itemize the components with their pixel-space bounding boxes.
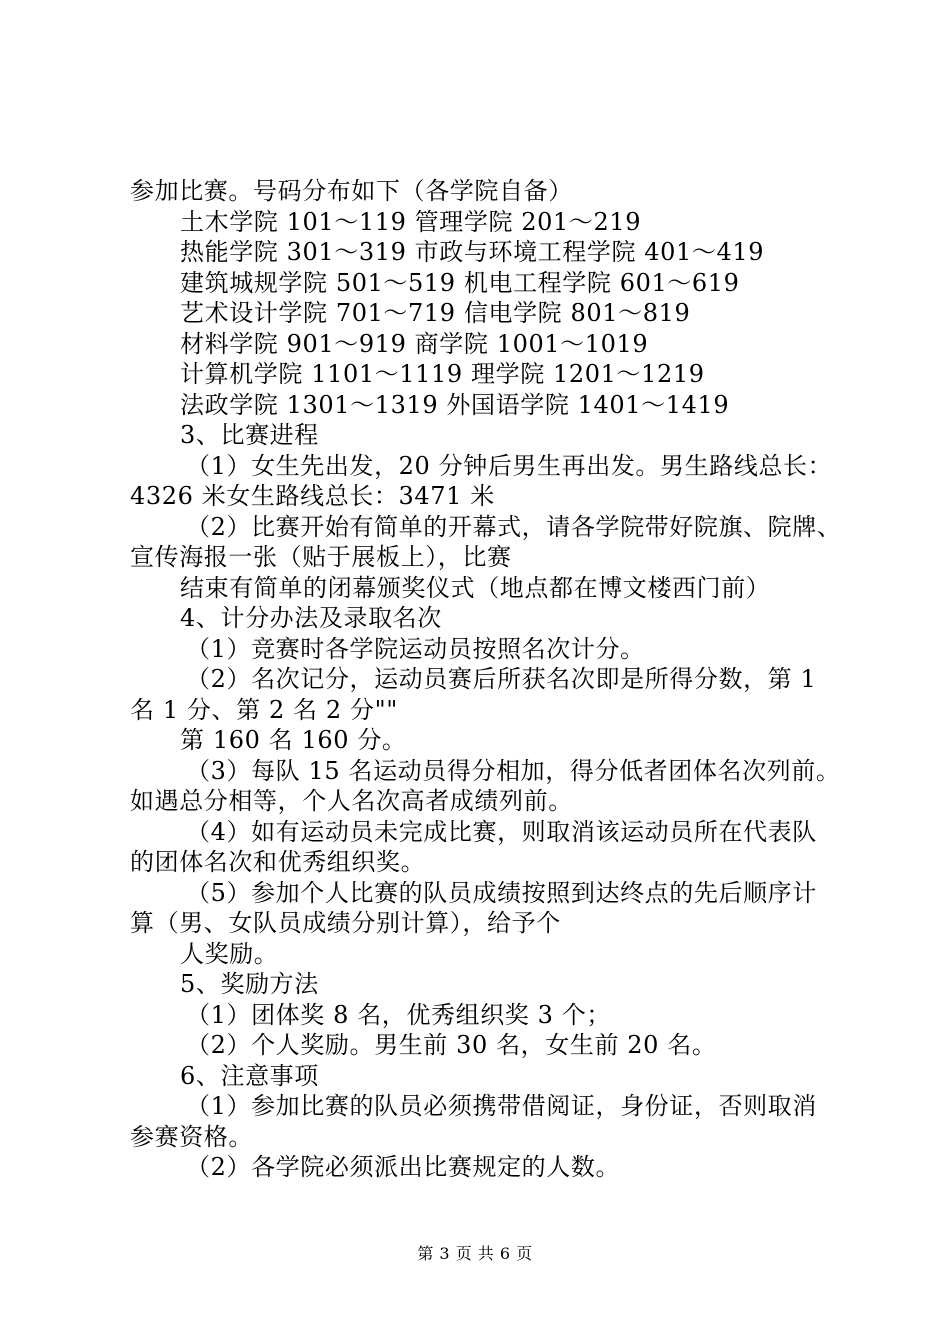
- text-line: （1）参加比赛的队员必须携带借阅证，身份证，否则取消: [186, 1092, 817, 1120]
- text-line: 结束有简单的闭幕颁奖仪式（地点都在博文楼西门前）: [180, 573, 771, 602]
- text-line: （2）名次记分，运动员赛后所获名次即是所得分数，第 1: [186, 665, 817, 693]
- page-footer: 第 3 页 共 6 页: [417, 1244, 533, 1263]
- text-line: （3）每队 15 名运动员得分相加，得分低者团体名次列前。: [186, 756, 841, 785]
- text-line: 算（男、女队员成绩分别计算），给予个: [130, 909, 561, 937]
- text-line: （4）如有运动员未完成比赛，则取消该运动员所在代表队: [186, 817, 817, 846]
- text-line: 的团体名次和优秀组织奖。: [130, 848, 426, 876]
- section-heading: 4、计分办法及录取名次: [180, 604, 442, 632]
- text-line: 4326 米女生路线总长：3471 米: [130, 482, 495, 510]
- text-line: （2）个人奖励。男生前 30 名，女生前 20 名。: [186, 1031, 717, 1059]
- text-line: 如遇总分相等，个人名次高者成绩列前。: [130, 787, 573, 815]
- text-line: （1）女生先出发，20 分钟后男生再出发。男生路线总长：: [186, 451, 833, 480]
- text-line: 计算机学院 1101～1119 理学院 1201～1219: [180, 360, 705, 388]
- text-line: （2）比赛开始有简单的开幕式，请各学院带好院旗、院牌、: [186, 512, 842, 541]
- text-line: 人奖励。: [180, 939, 279, 968]
- text-line: 土木学院 101～119 管理学院 201～219: [180, 207, 642, 236]
- document-body: [130, 176, 840, 1183]
- text-line: 参加比赛。号码分布如下（各学院自备）: [130, 177, 573, 205]
- text-line: 参赛资格。: [130, 1122, 253, 1151]
- text-line: 建筑城规学院 501～519 机电工程学院 601～619: [180, 268, 740, 297]
- section-heading: 6、注意事项: [180, 1061, 319, 1090]
- text-line: （1）竞赛时各学院运动员按照名次计分。: [186, 634, 645, 663]
- text-line: 宣传海报一张（贴于展板上），比赛: [130, 543, 512, 571]
- text-line: 第 160 名 160 分。: [180, 726, 407, 754]
- text-line: 艺术设计学院 701～719 信电学院 801～819: [180, 299, 691, 327]
- section-heading: 3、比赛进程: [180, 421, 319, 449]
- text-line: 法政学院 1301～1319 外国语学院 1401～1419: [180, 390, 730, 419]
- text-line: 名 1 分、第 2 名 2 分"": [130, 695, 398, 724]
- text-line: （1）团体奖 8 名，优秀组织奖 3 个；: [186, 1000, 611, 1029]
- text-line: （2）各学院必须派出比赛规定的人数。: [186, 1153, 621, 1181]
- text-line: 材料学院 901～919 商学院 1001～1019: [180, 329, 649, 358]
- text-line: 热能学院 301～319 市政与环境工程学院 401～419: [180, 238, 765, 266]
- text-line: （5）参加个人比赛的队员成绩按照到达终点的先后顺序计: [186, 878, 817, 907]
- section-heading: 5、奖励方法: [180, 970, 319, 998]
